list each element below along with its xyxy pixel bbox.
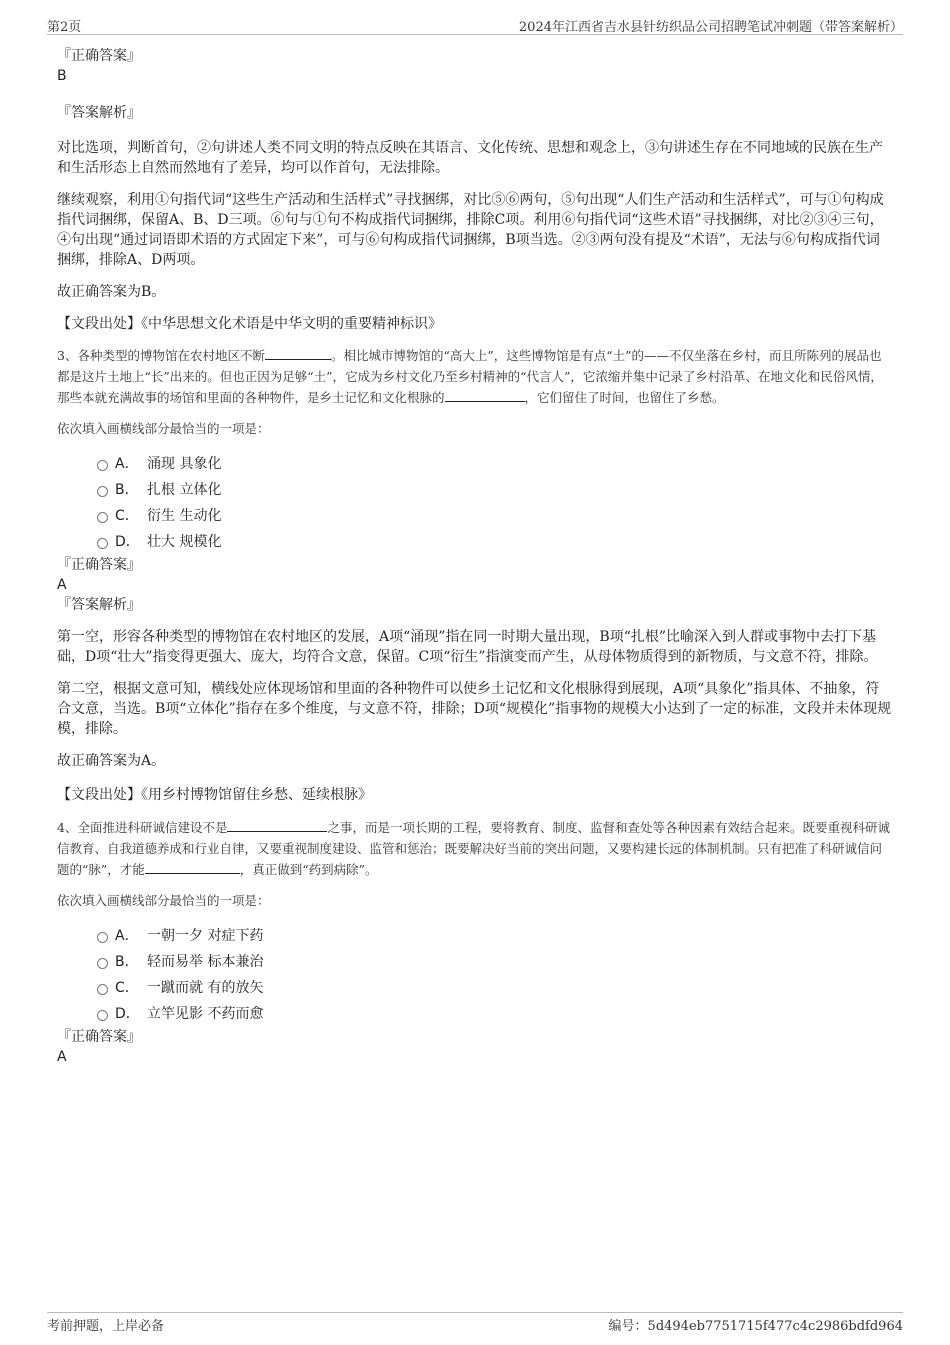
text-source: 【文段出处】《用乡村博物馆留住乡愁、延续根脉》	[57, 787, 372, 803]
answer-label: 『正确答案』	[57, 48, 141, 64]
analysis-paragraph: 第二空，根据文意可知，横线处应体现场馆和里面的各种物件可以使乡土记忆和文化根脉得到展现，A项“具象化”指具体、不抽象，符合文意，当选。B项“立体化”指存在多个维度，与文意不符，排除；D项“规模化”指事物的规模大小达到了一定的标准，文段并未体现规模，排除。	[57, 681, 892, 737]
answer-value: B	[57, 68, 67, 84]
radio-button[interactable]	[97, 486, 108, 497]
page-footer	[47, 1312, 903, 1335]
analysis-paragraph: 继续观察，利用①句指代词“这些生产活动和生活样式”寻找捆绑，对比⑤⑥两句，⑤句出现“人们生产活动和生活样式”，可与①句构成指代词捆绑，保留A、B、D三项。⑥句与①句不构成指代词捆绑，排除C项。利用⑥句指代词“这些术语”寻找捆绑，对比②③④三句，④句出现“通过词语即术语的方式固定下来”，可与⑥句构成指代词捆绑，B项当选。②③两句没有提及“术语”，无法与⑥句构成指代词捆绑，排除A、D两项。	[57, 192, 884, 268]
blank-line	[265, 347, 331, 360]
text-source: 【文段出处】《中华思想文化术语是中华文明的重要精神标识》	[57, 316, 442, 332]
answer-label: 『正确答案』	[57, 557, 141, 573]
page-number: 第2页	[47, 20, 82, 35]
blank-line	[227, 819, 327, 832]
option-d[interactable]: D． 壮大 规模化	[57, 529, 892, 555]
radio-button[interactable]	[97, 984, 108, 995]
answer-label: 『正确答案』	[57, 1029, 141, 1045]
question-3-options	[57, 451, 892, 555]
document-title: 2024年江西省吉水县针纺织品公司招聘笔试冲刺题（带答案解析）	[518, 20, 903, 35]
document-content	[57, 46, 892, 1067]
question-3-text: 3、各种类型的博物馆在农村地区不断 。相比城市博物馆的“高大上”，这些博物馆是有点“土”的——不仅坐落在乡村，而且所陈列的展品也都是这片土地上“长”出来的。但也正因为足够“土”，它成为乡村文化乃至乡村精神的“代言人”，它浓缩并集中记录了乡村沿革、在地文化和民俗风情，那些本就充满故事的场馆和里面的各种物件，是乡土记忆和文化根脉的 ，它们留住了时间，也留住了乡愁。	[57, 348, 883, 405]
analysis-label: 『答案解析』	[57, 597, 141, 613]
option-c[interactable]: C． 一蹴而就 有的放矢	[57, 975, 892, 1001]
radio-button[interactable]	[97, 958, 108, 969]
radio-button[interactable]	[97, 538, 108, 549]
blank-line	[445, 389, 525, 402]
option-a[interactable]: A． 一朝一夕 对症下药	[57, 923, 892, 949]
analysis-conclusion: 故正确答案为A。	[57, 753, 166, 769]
option-b[interactable]: B． 轻而易举 标本兼治	[57, 949, 892, 975]
question-3-prompt: 依次填入画横线部分最恰当的一项是：	[57, 421, 270, 436]
radio-button[interactable]	[97, 932, 108, 943]
document-id: 编号：5d494eb7751715f477c4c2986bdfd964	[608, 1319, 903, 1334]
analysis-conclusion: 故正确答案为B。	[57, 284, 166, 300]
question-4-prompt: 依次填入画横线部分最恰当的一项是：	[57, 893, 270, 908]
blank-line	[145, 861, 240, 874]
option-a[interactable]: A． 涌现 具象化	[57, 451, 892, 477]
answer-value: A	[57, 1049, 67, 1065]
option-d[interactable]: D． 立竿见影 不药而愈	[57, 1001, 892, 1027]
analysis-label: 『答案解析』	[57, 105, 141, 121]
answer-value: A	[57, 577, 67, 593]
radio-button[interactable]	[97, 1010, 108, 1021]
option-b[interactable]: B． 扎根 立体化	[57, 477, 892, 503]
radio-button[interactable]	[97, 512, 108, 523]
analysis-paragraph: 对比选项，判断首句，②句讲述人类不同文明的特点反映在其语言、文化传统、思想和观念上，③句讲述生存在不同地域的民族在生产和生活形态上自然而然地有了差异，均可以作首句，无法排除。	[57, 140, 883, 176]
question-4-options	[57, 923, 892, 1027]
page-header	[47, 14, 903, 35]
footer-slogan: 考前押题，上岸必备	[47, 1319, 165, 1334]
option-c[interactable]: C． 衍生 生动化	[57, 503, 892, 529]
analysis-paragraph: 第一空，形容各种类型的博物馆在农村地区的发展，A项“涌现”指在同一时期大量出现，B项“扎根”比喻深入到人群或事物中去打下基础，D项“壮大”指变得更强大、庞大，均符合文意，保留。C项“衍生”指演变而产生，从母体物质得到的新物质，与文意不符，排除。	[57, 629, 878, 665]
question-4-text: 4、全面推进科研诚信建设不是 之事，而是一项长期的工程，要将教育、制度、监督和查处等各种因素有效结合起来。既要重视科研诚信教育、自我道德养成和行业自律，又要重视制度建设、监管和惩治；既要解决好当前的突出问题，又要构建长远的体制机制。只有把准了科研诚信问题的“脉”，才能 ，真正做到“药到病除”。	[57, 820, 890, 877]
radio-button[interactable]	[97, 460, 108, 471]
